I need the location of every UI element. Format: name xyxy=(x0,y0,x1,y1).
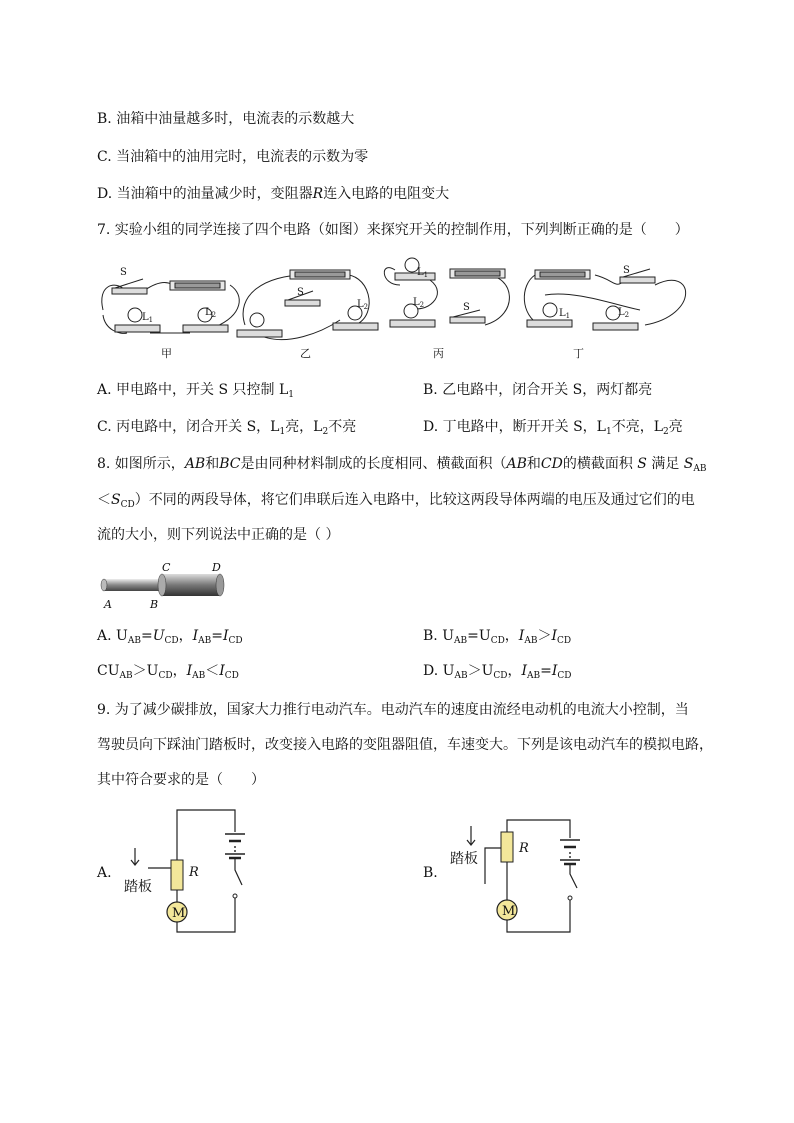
lamp-label: $L_2$ xyxy=(618,307,630,319)
caption-bing: 丙 xyxy=(433,347,444,360)
lamp-label: $L_2$ xyxy=(357,299,369,311)
q8-option-c: $CU_{AB}>U_{CD}$，$I_{AB}<I_{CD}$ xyxy=(97,663,239,681)
q7-stem: 7. 实验小组的同学连接了四个电路（如图）来探究开关的控制作用，下列判断正确的是（ ） xyxy=(97,222,689,238)
pedal-label: 踏板 xyxy=(450,851,478,867)
motor-label: M xyxy=(502,904,516,919)
q8-stem-line3: 流的大小，则下列说法中正确的是（ ） xyxy=(97,527,340,543)
q7-circuit-diagrams xyxy=(95,255,695,375)
q9-stem-line2: 驾驶员向下踩油门踏板时，改变接入电路的变阻器阻值，车速变大。下列是该电动汽车的模拟电路， xyxy=(97,737,713,753)
point-a-label: A xyxy=(104,598,112,611)
lamp-label: $L_2$ xyxy=(205,307,217,319)
q9-option-b-label: B. xyxy=(423,865,438,881)
switch-label: S xyxy=(623,265,630,276)
q7-option-c: C. 丙电路中，闭合开关 S，$L_1$亮，$L_2$不亮 xyxy=(97,419,357,437)
lamp-label: $L_2$ xyxy=(413,297,425,309)
q9-circuit-a xyxy=(115,810,255,980)
caption-yi: 乙 xyxy=(300,347,311,360)
switch-label: S xyxy=(120,267,127,278)
resistor-label: R xyxy=(189,865,199,880)
q8-conductor-figure xyxy=(100,562,240,612)
q9-circuit-b xyxy=(445,810,585,980)
switch-label: S xyxy=(463,302,470,313)
q9-stem-line1: 9. 为了减少碳排放，国家大力推行电动汽车。电动汽车的速度由流经电动机的电流大小控制，当 xyxy=(97,702,689,718)
q6-option-b: B. 油箱中油量越多时，电流表的示数越大 xyxy=(97,111,355,127)
q8-option-d: D. $U_{AB}>U_{CD}$，$I_{AB}=I_{CD}$ xyxy=(423,663,572,681)
resistor-label: R xyxy=(519,841,529,856)
q9-option-a-label: A. xyxy=(97,865,112,881)
q7-option-b: B. 乙电路中，闭合开关 S，两灯都亮 xyxy=(423,382,653,398)
caption-jia: 甲 xyxy=(161,347,172,360)
q8-stem-line2: $<S_{CD}$）不同的两段导体，将它们串联后连入电路中，比较这两段导体两端的电压及通过它们的电 xyxy=(97,492,695,510)
q6-option-d: D. 当油箱中的油量减少时，变阻器R连入电路的电阻变大 xyxy=(97,186,450,202)
point-b-label: B xyxy=(150,598,159,611)
motor-label: M xyxy=(172,906,186,921)
switch-label: S xyxy=(297,287,304,298)
q8-stem-line1: 8. 如图所示，AB和BC是由同种材料制成的长度相同、横截面积（AB和CD的横截面积 S 满足 $S_{AB}$ xyxy=(97,456,707,474)
q7-option-a: A. 甲电路中，开关 S 只控制 $L_1$ xyxy=(97,382,294,400)
lamp-label: $L_1$ xyxy=(142,312,154,324)
q8-option-b: B. $U_{AB}=U_{CD}$，$I_{AB}>I_{CD}$ xyxy=(423,628,572,646)
point-d-label: D xyxy=(212,561,221,574)
lamp-label: $L_1$ xyxy=(559,308,571,320)
caption-ding: 丁 xyxy=(573,347,584,360)
q8-option-a: A. $U_{AB}=U_{CD}$，$I_{AB}=I_{CD}$ xyxy=(97,628,243,646)
q6-option-c: C. 当油箱中的油用完时，电流表的示数为零 xyxy=(97,149,369,165)
pedal-label: 踏板 xyxy=(124,879,152,895)
point-c-label: C xyxy=(162,561,171,574)
q9-stem-line3: 其中符合要求的是（ ） xyxy=(97,772,265,788)
lamp-label: $L_1$ xyxy=(417,267,429,279)
q7-option-d: D. 丁电路中，断开开关 S，$L_1$不亮，$L_2$亮 xyxy=(423,419,683,437)
